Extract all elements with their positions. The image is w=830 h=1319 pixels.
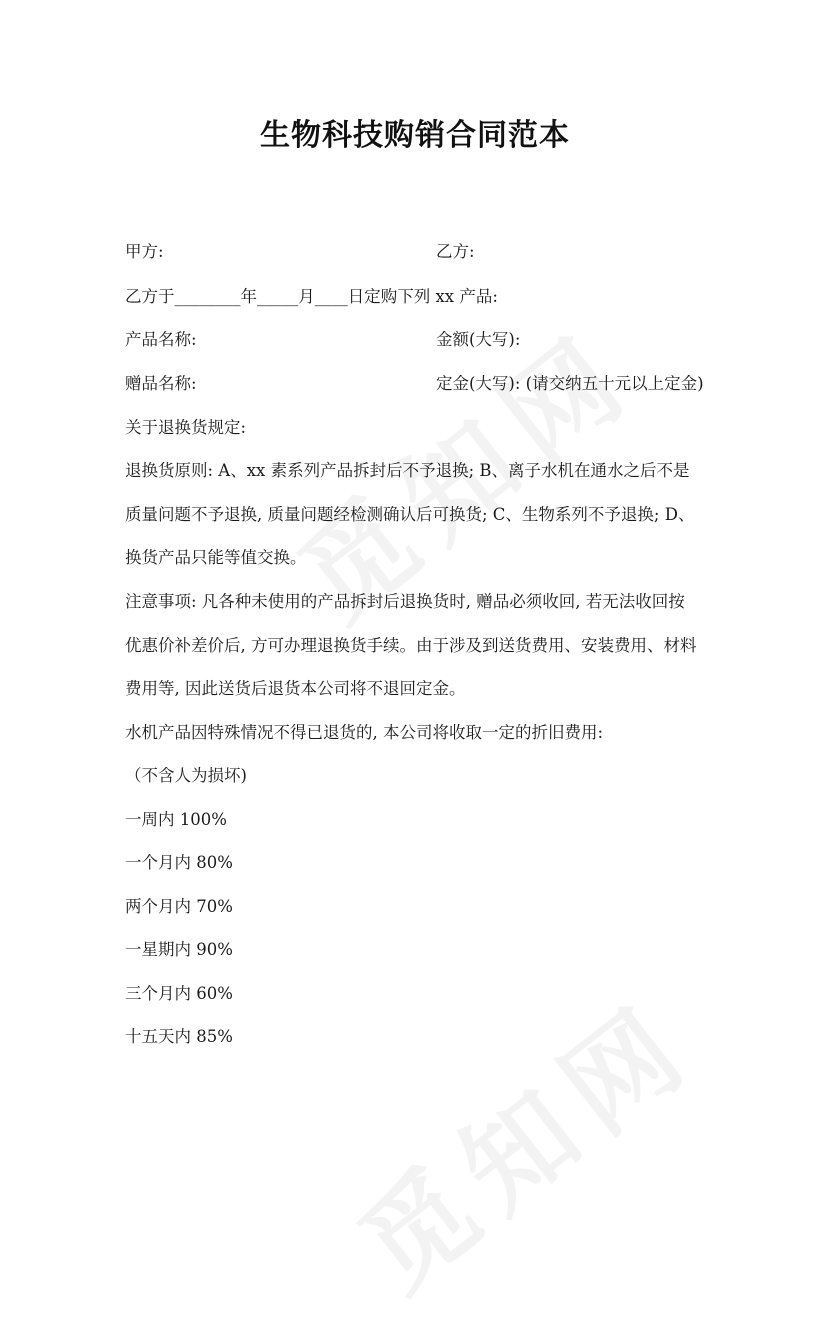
amount-label: 金额(大写): xyxy=(436,330,521,349)
watermark xyxy=(322,959,722,1319)
depreciation-item: 一周内 100% xyxy=(125,810,227,829)
paragraph-line: 费用等, 因此送货后退货本公司将不退回定金。 xyxy=(125,679,466,698)
paragraph-line: （不含人为损坏) xyxy=(125,766,247,785)
paragraph-line: 优惠价补差价后, 方可办理退换货手续。由于涉及到送货费用、安装费用、材料 xyxy=(125,636,697,655)
order-line: 乙方于________年_____月____日定购下列 xx 产品: xyxy=(125,287,498,306)
paragraph-line: 关于退换货规定: xyxy=(125,418,247,437)
depreciation-item: 十五天内 85% xyxy=(125,1027,233,1046)
product-name-label: 产品名称: xyxy=(125,330,197,349)
paragraph-line: 质量问题不予退换, 质量问题经检测确认后可换货; C、生物系列不予退换; D、 xyxy=(125,505,695,524)
depreciation-item: 两个月内 70% xyxy=(125,897,233,916)
paragraph-line: 换货产品只能等值交换。 xyxy=(125,548,307,567)
deposit-label: 定金(大写): (请交纳五十元以上定金) xyxy=(436,374,704,393)
party-b-label: 乙方: xyxy=(436,242,475,261)
depreciation-item: 一个月内 80% xyxy=(125,853,233,872)
depreciation-item: 一星期内 90% xyxy=(125,940,233,959)
page-title: 生物科技购销合同范本 xyxy=(260,118,570,153)
paragraph-line: 水机产品因特殊情况不得已退货的, 本公司将收取一定的折旧费用: xyxy=(125,723,604,742)
depreciation-item: 三个月内 60% xyxy=(125,984,233,1003)
paragraph-line: 退换货原则: A、xx 素系列产品拆封后不予退换; B、离子水机在通水之后不是 xyxy=(125,461,690,480)
paragraph-line: 注意事项: 凡各种未使用的产品拆封后退换货时, 赠品必须收回, 若无法收回按 xyxy=(125,592,685,611)
party-a-label: 甲方: xyxy=(125,242,164,261)
gift-name-label: 赠品名称: xyxy=(125,374,197,393)
